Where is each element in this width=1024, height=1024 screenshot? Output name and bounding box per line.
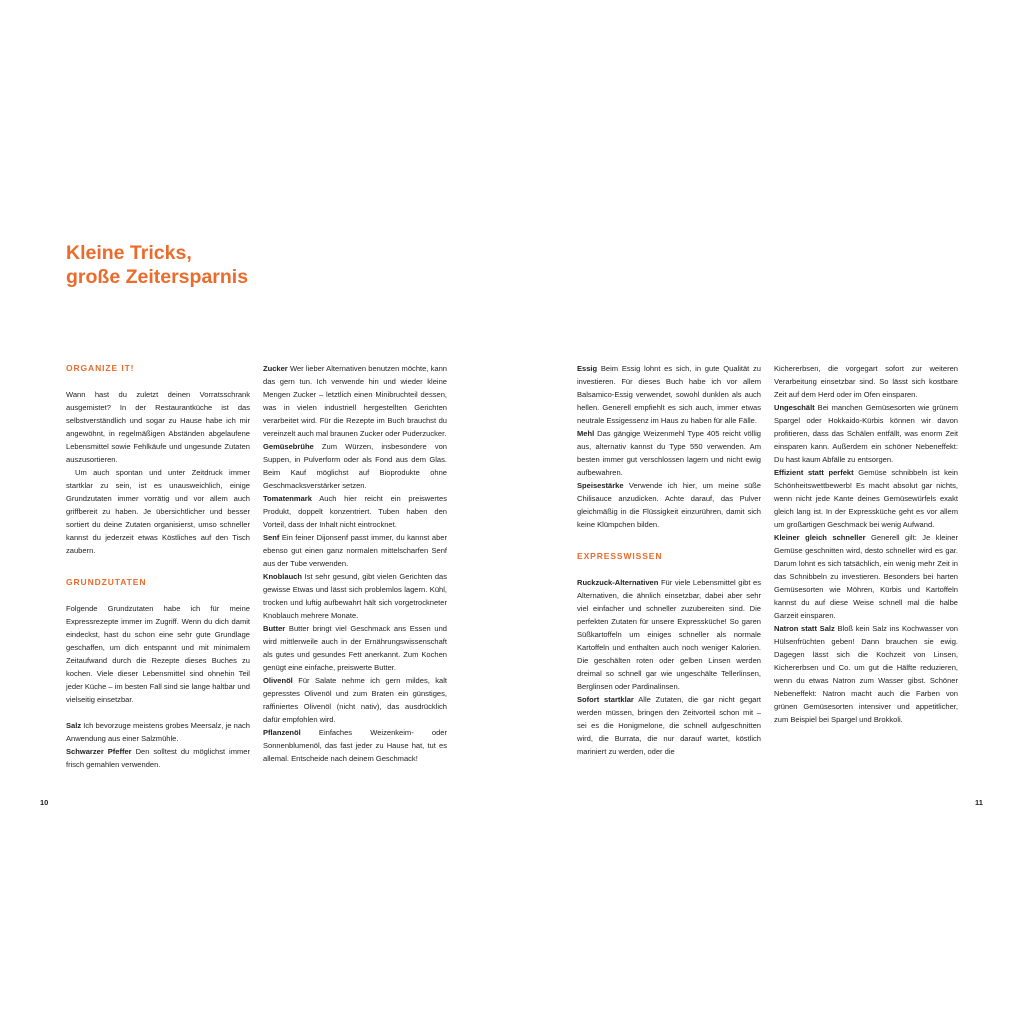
paragraph-kichererbsen: Kichererbsen, die vorgegart sofort zur weiteren Verarbeitung einsetzbar sind. So lässt sich kostbare Zeit auf dem Herd oder im Ofen einsparen. [774,364,958,399]
term-pfeffer: Schwarzer Pfeffer [66,747,132,756]
text-salz: Ich bevorzuge meistens grobes Meersalz, je nach Anwendung aus einer Salzmühle. [66,721,250,743]
paragraph-vorratsschrank: Wann hast du zuletzt deinen Vorratsschrank ausgemistet? In der Restaurantküche ist das selbstverständlich und sogar zu Hause habe ich mir angewöhnt, in regelmäßigen Abständen abgelaufene Lebensmittel sowie Fehlkäufe und ungesunde Zutaten auszusortieren. [66,390,250,464]
term-gemuesebruehe: Gemüsebrühe [263,442,314,451]
section-heading-organize: ORGANIZE IT! [66,363,135,373]
entry-effizient [774,466,958,531]
text-ruckzuck: Für viele Lebensmittel gibt es Alternativen, die ähnlich einsetzbar, dabei aber sehr viel einfacher und schneller zuzubereiten sind. Die perfekten Zutaten für unsere Expressküche! So garen Süßkartoffeln um einiges schneller als normale Kartoffeln und enthalten auch noch weniger Kalorien. Die geschälten roten oder gelben Linsen werden dreimal so schnell gar wie ungeschälte Tellerlinsen, Berglinsen oder Pardinalinsen. [577,578,761,691]
term-kleiner-schneller: Kleiner gleich schneller [774,533,866,542]
term-mehl: Mehl [577,429,595,438]
text-effizient: Gemüse schnibbeln ist kein Schönheitswettbewerb! Es macht absolut gar nichts, wenn nicht jede Kante deines Gemüsewürfels exakt gleich lang ist. In der Expressküche geht es vor allem um großartigen Geschmack bei wenig Aufwand. [774,468,959,529]
column-4 [774,362,958,726]
text-natron: Bloß kein Salz ins Kochwasser von Hülsenfrüchten geben! Dann brauchen sie ewig. Dagegen lässt sich die Kochzeit von Linsen, Kichererbsen und Co. um gut die Hälfte reduzieren, wenn du etwas Natron zum Wasser gibst. Schöner Nebeneffekt: Natron macht auch die Farben von grünen Gemüsesorten intensiver und appetitlicher, zum Beispiel bei Spargel und Brokkoli. [774,624,959,724]
text-zucker: Wer lieber Alternativen benutzen möchte, kann das gern tun. Ich verwende hin und wieder kleine Mengen Zucker – letztlich einen Minibruchteil dessen, was in vielen industriell hergestellten Gerichten verarbeitet wird. Für die Rezepte im Buch brauchst du vereinzelt auch mal braunen Zucker oder Puderzucker. [263,364,447,438]
entry-speisestaerke [577,479,761,531]
text-knoblauch: Ist sehr gesund, gibt vielen Gerichten das gewisse Etwas und lässt sich problemlos lagern. Kühl, trocken und luftig aufbewahrt hält sich vorgetrockneter Knoblauch mehrere Monate. [263,572,447,620]
entry-essig [577,362,761,427]
text-olivenoel: Für Salate nehme ich gern mildes, kalt gepresstes Olivenöl und zum Braten ein günstiges, raffiniertes Olivenöl (nicht nativ), das ausdrücklich dafür empfohlen wird. [263,676,447,724]
term-ruckzuck: Ruckzuck-Alternativen [577,578,659,587]
text-speisestaerke: Verwende ich hier, um meine süße Chilisauce anzudicken. Achte darauf, das Pulver gleichmäßig in die Flüssigkeit einzurühren, damit sich keine Klümpchen bilden. [577,481,761,529]
term-olivenoel: Olivenöl [263,676,293,685]
term-ungeschaelt: Ungeschält [774,403,815,412]
text-essig: Beim Essig lohnt es sich, in gute Qualität zu investieren. Für dieses Buch habe ich vor allem Balsamico-Essig verwendet, sowohl dunklen als auch hellen. Generell empfiehlt es sich auch, immer etwas neutrale Essigessenz im Haus zu haben für alle Fälle. [577,364,761,425]
entry-gemuesebruehe [263,440,447,492]
entry-ruckzuck [577,576,761,693]
entry-pfeffer [66,745,250,771]
term-knoblauch: Knoblauch [263,572,302,581]
text-butter: Butter bringt viel Geschmack ans Essen und wird mittlerweile auch in der Ernährungswissenschaft als gutes und gesundes Fett anerkannt. Zum Kochen genügt eine einfache, preiswerte Butter. [263,624,447,672]
text-sofort-startklar: Alle Zutaten, die gar nicht gegart werden müssen, bringen den Zeitvorteil schon mit – sei es die Honigmelone, die schnell aufgeschnitten wird, die Burrata, die nur darauf wartet, köstlich mariniert zu werden, oder die [577,695,761,756]
text-tomatenmark: Auch hier reicht ein preiswertes Produkt, doppelt konzentriert. Tuben haben den Vorteil, dass der Inhalt nicht eintrocknet. [263,494,447,529]
term-effizient: Effizient statt perfekt [774,468,854,477]
term-salz: Salz [66,721,82,730]
term-pflanzenoel: Pflanzenöl [263,728,301,737]
entry-natron [774,622,958,726]
text-gemuesebruehe: Zum Würzen, insbesondere von Suppen, in Pulverform oder als Fond aus dem Glas. Beim Kauf möglichst auf Bioprodukte ohne Geschmacksverstärker setzen. [263,442,447,490]
entry-senf [263,531,447,570]
entry-tomatenmark [263,492,447,531]
entry-olivenoel [263,674,447,726]
term-senf: Senf [263,533,280,542]
text-ungeschaelt: Bei manchen Gemüsesorten wie grünem Spargel oder Hokkaido-Kürbis können wir davon profitieren, dass das Schälen entfällt, was enorm Zeit einsparen kann. Außerdem ein schöner Nebeneffekt: Du hast kaum Abfälle zu entsorgen. [774,403,958,464]
entry-zucker [263,362,447,440]
section-heading-grundzutaten: GRUNDZUTATEN [66,577,147,587]
entry-salz [66,719,250,745]
entry-mehl [577,427,761,479]
text-kleiner-schneller: Generell gilt: Je kleiner Gemüse geschnitten wird, desto schneller wird es gar. Darum lohnt es sich tatsächlich, ein wenig mehr Zeit in das Schnibbeln zu investieren. Besonders bei harten Gemüsesorten wie Möhren, Kürbis und Kartoffeln kannst du auf diese Weise schnell mal die halbe Garzeit einsparen. [774,533,958,620]
paragraph-grundzutaten: Folgende Grundzutaten habe ich für meine Expressrezepte immer im Zugriff. Wenn du dich damit eindeckst, hast du schon eine sehr gute Grundlage geschaffen, um dich entspannt und mit minimalem Zeitaufwand durch die Rezepte dieses Buches zu kochen. Viele dieser Lebensmittel sind ohnehin Teil jeder Küche – im besten Fall sind sie lange haltbar und vielseitig einsetzbar. [66,604,250,704]
term-sofort-startklar: Sofort startklar [577,695,634,704]
term-speisestaerke: Speisestärke [577,481,624,490]
term-essig: Essig [577,364,598,373]
entry-ungeschaelt [774,401,958,466]
column-1 [66,362,250,771]
page-number-left: 10 [40,798,49,807]
paragraph-startklar: Um auch spontan und unter Zeitdruck immer startklar zu sein, ist es unausweichlich, einige Grundzutaten immer vorrätig und vor allem auch griffbereit zu haben. Je übersichtlicher und besser sortiert du deine Zutaten organisierst, umso schneller kannst du jederzeit etwas Köstliches auf den Tisch zaubern. [66,468,250,555]
page-title [66,241,248,289]
text-senf: Ein feiner Dijonsenf passt immer, du kannst aber ebenso gut einen ganz normalen mittelscharfen Senf aus der Tube verwenden. [263,533,447,568]
text-pflanzenoel: Einfaches Weizenkeim- oder Sonnenblumenöl, das fast jeder zu Hause hat, tut es allemal. Entscheide nach deinem Geschmack! [263,728,447,763]
page-number-right: 11 [975,798,983,807]
entry-sofort-startklar [577,693,761,758]
entry-butter [263,622,447,674]
entry-pflanzenoel [263,726,447,765]
entry-knoblauch [263,570,447,622]
section-heading-expresswissen: EXPRESSWISSEN [577,551,663,561]
column-2 [263,362,447,765]
term-zucker: Zucker [263,364,288,373]
title-line-2: große Zeitersparnis [66,266,249,288]
text-mehl: Das gängige Weizenmehl Type 405 reicht völlig aus, alternativ kannst du Type 550 verwenden. Am besten immer gut verschlossen lagern und nicht ewig aufbewahren. [577,429,761,477]
term-tomatenmark: Tomatenmark [263,494,312,503]
title-line-1: Kleine Tricks, [66,242,192,264]
entry-kleiner-schneller [774,531,958,622]
text-pfeffer: Den solltest du möglichst immer frisch gemahlen verwenden. [66,747,250,769]
term-natron: Natron statt Salz [774,624,835,633]
column-3 [577,362,761,758]
term-butter: Butter [263,624,286,633]
